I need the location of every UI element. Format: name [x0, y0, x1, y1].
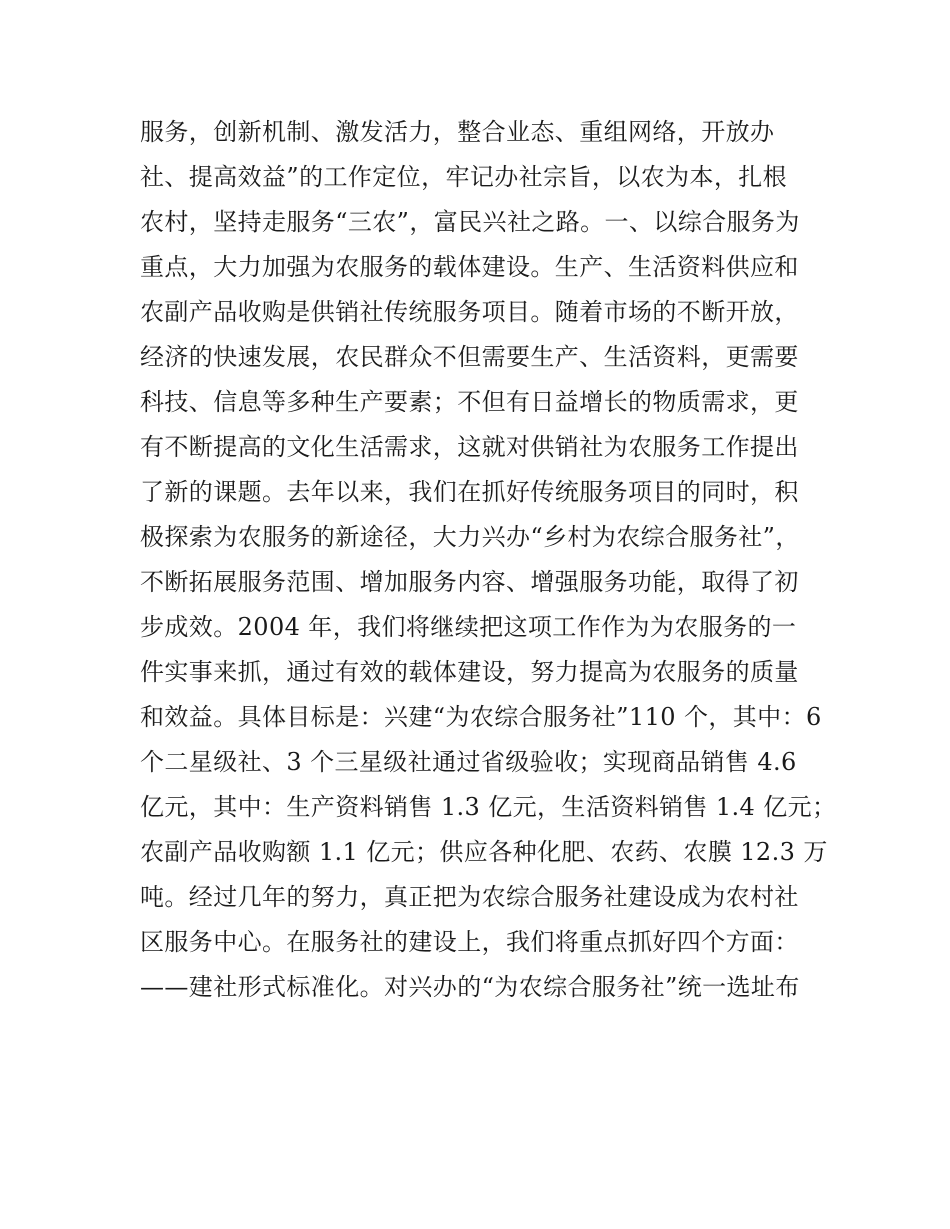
- text-line: 了新的课题。去年以来，我们在抓好传统服务项目的同时，积: [140, 478, 799, 506]
- text-line: ——建社形式标准化。对兴办的“为农综合服务社”统一选址布: [140, 973, 800, 1001]
- text-line: 不断拓展服务范围、增加服务内容、增强服务功能，取得了初: [140, 568, 799, 596]
- text-line: 社、提高效益”的工作定位，牢记办社宗旨，以农为本，扎根: [140, 163, 788, 191]
- body-text: [140, 110, 837, 1010]
- text-line: 经济的快速发展，农民群众不但需要生产、生活资料，更需要: [140, 343, 799, 371]
- text-line: 区服务中心。在服务社的建设上，我们将重点抓好四个方面：: [140, 928, 799, 956]
- text-line: 个二星级社、3 个三星级社通过省级验收；实现商品销售 4.6: [140, 748, 797, 776]
- text-line: 服务，创新机制、激发活力，整合业态、重组网络，开放办: [140, 118, 775, 146]
- text-line: 重点，大力加强为农服务的载体建设。生产、生活资料供应和: [140, 253, 799, 281]
- text-line: 农副产品收购是供销社传统服务项目。随着市场的不断开放，: [140, 298, 799, 326]
- text-line: 和效益。具体目标是：兴建“为农综合服务社”110 个，其中：6: [140, 703, 822, 731]
- text-line: 件实事来抓，通过有效的载体建设，努力提高为农服务的质量: [140, 658, 799, 686]
- text-line: 农副产品收购额 1.1 亿元；供应各种化肥、农药、农膜 12.3 万: [140, 838, 828, 866]
- text-line: 有不断提高的文化生活需求，这就对供销社为农服务工作提出: [140, 433, 799, 461]
- text-line: 吨。经过几年的努力，真正把为农综合服务社建设成为农村社: [140, 883, 799, 911]
- text-line: 科技、信息等多种生产要素；不但有日益增长的物质需求，更: [140, 388, 799, 416]
- text-line: 农村，坚持走服务“三农”，富民兴社之路。一、以综合服务为: [140, 208, 800, 236]
- text-line: 亿元，其中：生产资料销售 1.3 亿元，生活资料销售 1.4 亿元；: [140, 793, 837, 821]
- text-line: 步成效。2004 年，我们将继续把这项工作作为为农服务的一: [140, 613, 797, 641]
- text-line: 极探索为农服务的新途径，大力兴办“乡村为农综合服务社”，: [140, 523, 800, 551]
